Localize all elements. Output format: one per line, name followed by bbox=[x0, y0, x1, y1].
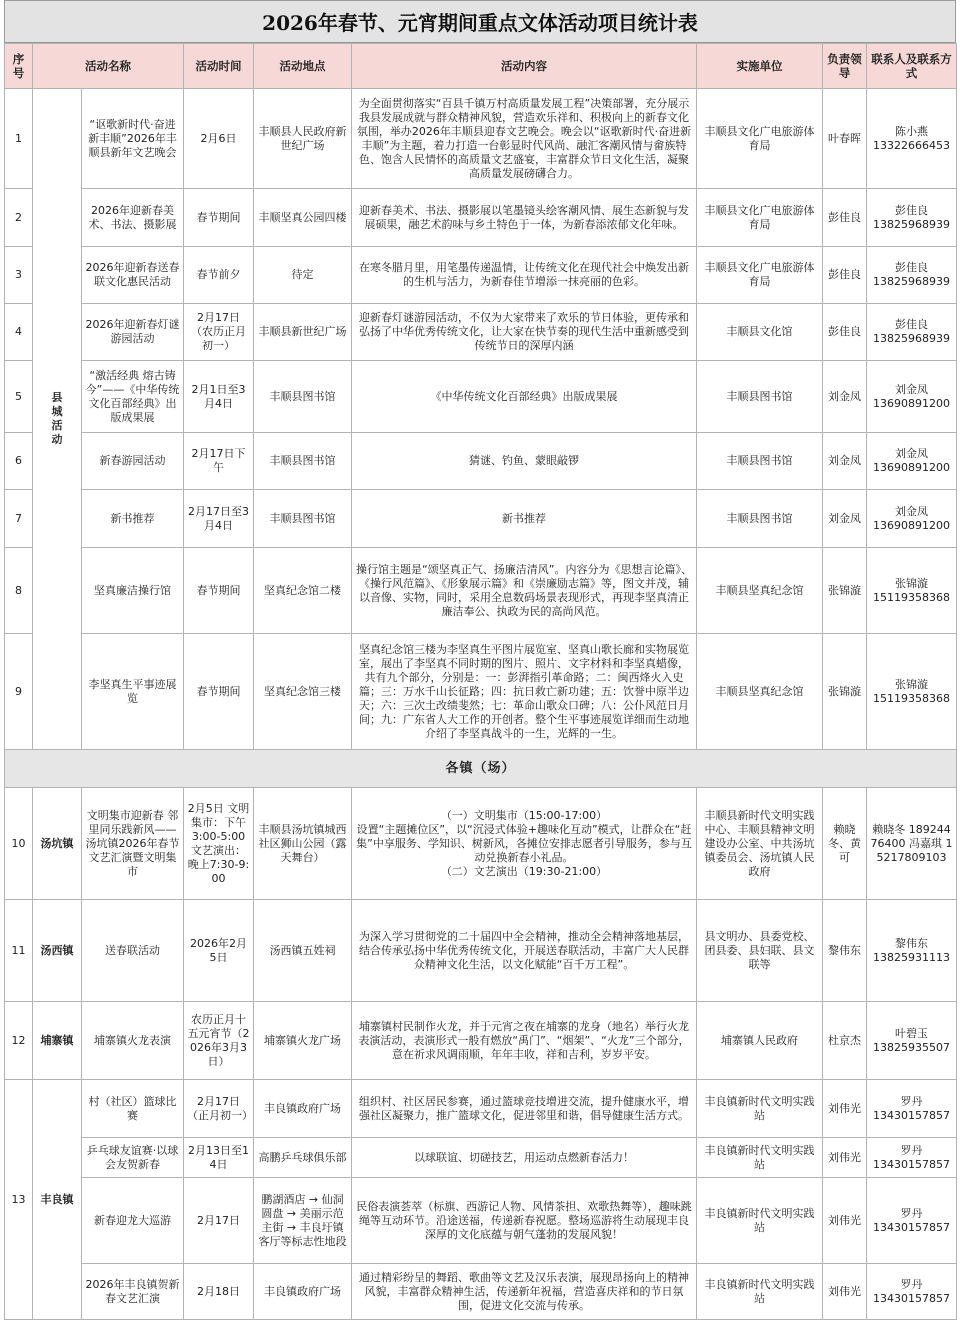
activity-place: 丰顺县图书馆 bbox=[254, 433, 352, 490]
activity-leader: 叶春晖 bbox=[823, 89, 867, 189]
table-row bbox=[5, 900, 957, 1002]
activity-leader: 刘金凤 bbox=[823, 361, 867, 433]
table-row bbox=[5, 1178, 957, 1264]
activity-content: 在寒冬腊月里，用笔墨传递温情，让传统文化在现代社会中焕发出新的生机与活力，为新春佳节增添一抹亮丽的色彩。 bbox=[352, 247, 697, 304]
contact-phone: 13430157857 bbox=[873, 1108, 950, 1122]
contact-name: 罗丹 bbox=[900, 1143, 923, 1157]
activity-leader: 彭佳良 bbox=[823, 189, 867, 247]
activity-contact bbox=[867, 89, 957, 189]
row-seq: 10 bbox=[5, 788, 33, 900]
activity-unit: 丰顺县文化广电旅游体育局 bbox=[697, 89, 823, 189]
activity-content: 《中华传统文化百部经典》出版成果展 bbox=[352, 361, 697, 433]
contact-name: 刘金凤 bbox=[895, 504, 928, 518]
activity-unit: 丰顺县图书馆 bbox=[697, 361, 823, 433]
header-seq: 序号 bbox=[5, 44, 33, 89]
row-seq: 3 bbox=[5, 247, 33, 304]
table-row bbox=[5, 247, 957, 304]
activity-content: 迎新春灯谜游园活动，不仅为大家带来了欢乐的节日体验，更传承和弘扬了中华优秀传统文化，让大家在快节奏的现代生活中重新感受到传统节日的深厚内涵 bbox=[352, 304, 697, 361]
activity-name: 2026年迎新春送春联文化惠民活动 bbox=[82, 247, 184, 304]
content-line: 为深入学习贯彻党的二十届四中全会精神，推动全会精神落地基层，结合传承弘扬中华优秀传统文化，开展送春联活动，丰富广大人民群众精神文化生活，以文化赋能“百千万工程”。 bbox=[359, 929, 689, 971]
activity-place: 丰顺县图书馆 bbox=[254, 361, 352, 433]
activity-content bbox=[352, 788, 697, 900]
contact-phone: 13825968939 bbox=[873, 332, 950, 345]
activity-content: 以球联谊、切磋技艺，用运动点燃新春活力！ bbox=[352, 1138, 697, 1178]
activity-name: 新春迎龙大巡游 bbox=[82, 1178, 184, 1264]
activity-time: 春节期间 bbox=[184, 634, 254, 750]
row-seq: 2 bbox=[5, 189, 33, 247]
activity-content bbox=[352, 900, 697, 1002]
activity-contact bbox=[867, 1178, 957, 1264]
contact-name: 叶碧玉 bbox=[895, 1026, 928, 1040]
activity-time: 2月17日 bbox=[184, 1178, 254, 1264]
activity-time: 2月13日至14日 bbox=[184, 1138, 254, 1178]
row-seq: 8 bbox=[5, 548, 33, 634]
row-town: 埔寨镇 bbox=[33, 1002, 82, 1080]
activity-unit: 丰良镇新时代文明实践站 bbox=[697, 1080, 823, 1138]
activity-place: 高鹏乒乓球俱乐部 bbox=[254, 1138, 352, 1178]
contact-name: 刘金凤 bbox=[895, 447, 928, 460]
section-divider bbox=[5, 750, 957, 788]
activity-place: 丰顺县图书馆 bbox=[254, 490, 352, 548]
header-name: 活动名称 bbox=[33, 44, 184, 89]
activity-time: 2月17日（农历正月初一） bbox=[184, 304, 254, 361]
activity-time: 农历正月十五元宵节（2026年3月3日） bbox=[184, 1002, 254, 1080]
contact-phone: 13430157857 bbox=[873, 1157, 950, 1171]
activity-contact bbox=[867, 1002, 957, 1080]
contact-name: 张锦漩 bbox=[895, 576, 928, 590]
activity-name: 2026年迎新春灯谜游园活动 bbox=[82, 304, 184, 361]
activity-contact bbox=[867, 247, 957, 304]
activity-contact bbox=[867, 433, 957, 490]
activity-contact bbox=[867, 788, 957, 900]
contact-phone: 13430157857 bbox=[873, 1291, 950, 1305]
contact-name: 刘金凤 bbox=[895, 382, 928, 396]
activity-leader: 刘伟光 bbox=[823, 1080, 867, 1138]
activity-contact bbox=[867, 548, 957, 634]
activity-place: 丰良镇政府广场 bbox=[254, 1080, 352, 1138]
row-seq: 4 bbox=[5, 304, 33, 361]
activity-time: 2月6日 bbox=[184, 89, 254, 189]
content-line: 设置“主题摊位区”，以“沉浸式体验+趣味化互动”模式，让群众在“赶集”中享服务、学知识、树新风，各摊位安排志愿者引导服务，参与互动兑换新春小礼品。 bbox=[356, 822, 692, 864]
table-row bbox=[5, 1080, 957, 1138]
contact-phone: 13825968939 bbox=[873, 275, 950, 288]
activity-contact bbox=[867, 1080, 957, 1138]
activity-contact bbox=[867, 490, 957, 548]
activity-place: 待定 bbox=[254, 247, 352, 304]
contact-name: 张锦漩 bbox=[895, 677, 928, 691]
table-row bbox=[5, 89, 957, 189]
contact-phone: 13825931113 bbox=[873, 950, 950, 964]
region-county: 县城活动 bbox=[33, 89, 82, 750]
activity-place: 鹏湖酒店 → 仙洞圆盘 → 美丽示范主街 → 丰良圩镇客厅等标志性地段 bbox=[254, 1178, 352, 1264]
activity-table bbox=[4, 43, 957, 1320]
activity-contact bbox=[867, 900, 957, 1002]
activity-leader: 刘伟光 bbox=[823, 1138, 867, 1178]
activity-leader: 杜京杰 bbox=[823, 1002, 867, 1080]
header-row bbox=[5, 44, 957, 89]
activity-name: 乒乓球友谊赛·以球会友贺新春 bbox=[82, 1138, 184, 1178]
activity-content: 民俗表演荟萃（标旗、西游记人物、风情茶担、欢歌热舞等），趣味跳绳等互动环节。沿途送福，传递新春祝愿。整场巡游将生动展现丰良深厚的文化底蕴与朝气蓬勃的发展风貌！ bbox=[352, 1178, 697, 1264]
activity-contact bbox=[867, 361, 957, 433]
activity-place: 埔寨镇火龙广场 bbox=[254, 1002, 352, 1080]
content-line: （二）文艺演出（19:30-21:00） bbox=[440, 864, 608, 878]
activity-time: 2月1日至3月4日 bbox=[184, 361, 254, 433]
table-row bbox=[5, 189, 957, 247]
activity-leader: 刘伟光 bbox=[823, 1178, 867, 1264]
activity-name: 新书推荐 bbox=[82, 490, 184, 548]
activity-time: 春节前夕 bbox=[184, 247, 254, 304]
header-unit: 实施单位 bbox=[697, 44, 823, 89]
contact-name: 彭佳良 bbox=[895, 318, 928, 331]
activity-unit: 丰顺县坚真纪念馆 bbox=[697, 634, 823, 750]
row-town: 丰良镇 bbox=[33, 1080, 82, 1320]
table-row bbox=[5, 788, 957, 900]
contact-phone: 15119358368 bbox=[873, 590, 950, 604]
activity-leader: 黎伟东 bbox=[823, 900, 867, 1002]
activity-time: 2月5日 文明集市：下午3:00-5:00 文艺演出：晚上7:30-9:00 bbox=[184, 788, 254, 900]
activity-leader: 赖晓冬、黄可 bbox=[823, 788, 867, 900]
activity-leader: 彭佳良 bbox=[823, 247, 867, 304]
row-seq: 12 bbox=[5, 1002, 33, 1080]
header-place: 活动地点 bbox=[254, 44, 352, 89]
contact-phone: 13690891200 bbox=[873, 461, 950, 474]
table-row bbox=[5, 548, 957, 634]
contact-phone: 13825968939 bbox=[873, 217, 950, 231]
content-line: （一）文明集市（15:00-17:00） bbox=[440, 808, 608, 822]
activity-leader: 刘金凤 bbox=[823, 433, 867, 490]
activity-unit: 丰顺县文化广电旅游体育局 bbox=[697, 247, 823, 304]
activity-time: 2026年2月5日 bbox=[184, 900, 254, 1002]
contact-phone: 13690891200 bbox=[873, 396, 950, 410]
table-row bbox=[5, 433, 957, 490]
activity-leader: 刘伟光 bbox=[823, 1264, 867, 1320]
row-seq: 9 bbox=[5, 634, 33, 750]
table-row bbox=[5, 634, 957, 750]
activity-unit: 丰顺县文化馆 bbox=[697, 304, 823, 361]
activity-time: 2月18日 bbox=[184, 1264, 254, 1320]
header-time: 活动时间 bbox=[184, 44, 254, 89]
activity-contact bbox=[867, 1138, 957, 1178]
header-leader: 负责领导 bbox=[823, 44, 867, 89]
contact-name: 罗丹 bbox=[900, 1206, 923, 1220]
activity-contact bbox=[867, 634, 957, 750]
contact-name: 赖晓冬 18924476400 冯嘉琪 15217809103 bbox=[870, 822, 953, 864]
activity-leader: 张锦漩 bbox=[823, 548, 867, 634]
contact-name: 彭佳良 bbox=[895, 203, 928, 217]
row-town: 汤西镇 bbox=[33, 900, 82, 1002]
activity-unit: 丰良镇新时代文明实践站 bbox=[697, 1264, 823, 1320]
activity-name: 坚真廉洁操行馆 bbox=[82, 548, 184, 634]
activity-name: “讴歌新时代·奋进新丰顺”2026年丰顺县新年文艺晚会 bbox=[82, 89, 184, 189]
contact-name: 彭佳良 bbox=[895, 261, 928, 274]
contact-name: 陈小燕 bbox=[895, 124, 928, 138]
activity-time: 2月17日下午 bbox=[184, 433, 254, 490]
activity-unit: 丰顺县图书馆 bbox=[697, 490, 823, 548]
activity-content: 操行馆主题是“颂坚真正气、扬廉洁清风”。内容分为《思想言论篇》、《操行风范篇》、《形象展示篇》和《崇廉励志篇》等，图文并茂，辅以音像、实物，同时，采用全息数码场景表现形式，再现李坚真清正廉洁奉公、执政为民的高尚风范。 bbox=[352, 548, 697, 634]
activity-name: 村（社区）篮球比赛 bbox=[82, 1080, 184, 1138]
contact-phone: 13430157857 bbox=[873, 1220, 950, 1234]
contact-name: 黎伟东 bbox=[895, 936, 928, 950]
contact-name: 罗丹 bbox=[900, 1277, 923, 1291]
activity-place: 坚真纪念馆二楼 bbox=[254, 548, 352, 634]
activity-name: 2026年丰良镇贺新春文艺汇演 bbox=[82, 1264, 184, 1320]
activity-name: 2026年迎新春美术、书法、摄影展 bbox=[82, 189, 184, 247]
row-seq: 13 bbox=[5, 1080, 33, 1320]
activity-leader: 彭佳良 bbox=[823, 304, 867, 361]
activity-content: 坚真纪念馆三楼为李坚真生平图片展览室、坚真山歌长廊和实物展览室，展出了李坚真不同时期的图片、照片、文字材料和李坚真蜡像，共有九个部分，分别是：一：彭湃指引革命路；二：闽西烽火入史篇；三：万水千山长征路；四：抗日救亡新功建；五：饮誉中原半边天；六：三次土改绩斐然；七：革命山歌众口碑；八：公仆风范日月间；九：广东省人大工作的开创者。整个生平事迹展览详细而生动地介绍了李坚真战斗的一生，光辉的一生。 bbox=[352, 634, 697, 750]
activity-unit: 丰良镇新时代文明实践站 bbox=[697, 1178, 823, 1264]
activity-time: 2月17日（正月初一） bbox=[184, 1080, 254, 1138]
activity-contact bbox=[867, 189, 957, 247]
activity-unit: 丰良镇新时代文明实践站 bbox=[697, 1138, 823, 1178]
contact-phone: 13825935507 bbox=[873, 1040, 950, 1054]
activity-content: 迎新春美术、书法、摄影展以笔墨镜头绘客潮风情、展生态新貌与发展硕果，融艺术韵味与乡土特色于一体，为新春添浓郁文化年味。 bbox=[352, 189, 697, 247]
activity-content: 新书推荐 bbox=[352, 490, 697, 548]
activity-name: 文明集市迎新春 邻里同乐践新风——汤坑镇2026年春节文艺汇演暨文明集市 bbox=[82, 788, 184, 900]
table-row bbox=[5, 304, 957, 361]
content-line: 埔寨镇村民制作火龙，并于元宵之夜在埔寨的龙身（地名）举行火龙表演活动，表演形式一般有燃放“禹门”、“烟架”、“火龙”三个部分，意在祈求风调雨顺，年年丰收，祥和吉利，岁岁平安。 bbox=[358, 1019, 690, 1061]
activity-leader: 张锦漩 bbox=[823, 634, 867, 750]
activity-unit: 丰顺县文化广电旅游体育局 bbox=[697, 189, 823, 247]
row-seq: 6 bbox=[5, 433, 33, 490]
activity-content bbox=[352, 1002, 697, 1080]
activity-place: 坚真纪念馆三楼 bbox=[254, 634, 352, 750]
activity-contact bbox=[867, 1264, 957, 1320]
activity-time: 春节期间 bbox=[184, 548, 254, 634]
row-seq: 11 bbox=[5, 900, 33, 1002]
header-contact: 联系人及联系方式 bbox=[867, 44, 957, 89]
activity-name: 埔寨镇火龙表演 bbox=[82, 1002, 184, 1080]
activity-name: “激活经典 熔古铸今”——《中华传统文化百部经典》出版成果展 bbox=[82, 361, 184, 433]
activity-leader: 刘金凤 bbox=[823, 490, 867, 548]
activity-name: 新春游园活动 bbox=[82, 433, 184, 490]
activity-place: 丰顺县新世纪广场 bbox=[254, 304, 352, 361]
page-title: 2026年春节、元宵期间重点文体活动项目统计表 bbox=[4, 0, 956, 43]
activity-unit: 丰顺县新时代文明实践中心、丰顺县精神文明建设办公室、中共汤坑镇委员会、汤坑镇人民政府 bbox=[697, 788, 823, 900]
activity-place: 丰顺坚真公园四楼 bbox=[254, 189, 352, 247]
activity-name: 李坚真生平事迹展览 bbox=[82, 634, 184, 750]
table-row bbox=[5, 1138, 957, 1178]
contact-phone: 13690891200 bbox=[873, 518, 950, 532]
activity-time: 春节期间 bbox=[184, 189, 254, 247]
activity-name: 送春联活动 bbox=[82, 900, 184, 1002]
activity-place: 汤西镇五姓祠 bbox=[254, 900, 352, 1002]
row-seq: 5 bbox=[5, 361, 33, 433]
activity-time: 2月17日至3月4日 bbox=[184, 490, 254, 548]
activity-unit: 埔寨镇人民政府 bbox=[697, 1002, 823, 1080]
section-towns-label: 各镇（场） bbox=[5, 750, 957, 788]
table-row bbox=[5, 1002, 957, 1080]
row-seq: 1 bbox=[5, 89, 33, 189]
activity-contact bbox=[867, 304, 957, 361]
row-town: 汤坑镇 bbox=[33, 788, 82, 900]
table-row bbox=[5, 490, 957, 548]
activity-unit: 县文明办、县委党校、团县委、县妇联、县文联等 bbox=[697, 900, 823, 1002]
activity-unit: 丰顺县坚真纪念馆 bbox=[697, 548, 823, 634]
activity-place: 丰良镇政府广场 bbox=[254, 1264, 352, 1320]
contact-name: 罗丹 bbox=[900, 1094, 923, 1108]
row-seq: 7 bbox=[5, 490, 33, 548]
activity-place: 丰顺县人民政府新世纪广场 bbox=[254, 89, 352, 189]
activity-place: 丰顺县汤坑镇城西社区狮山公园（露天舞台） bbox=[254, 788, 352, 900]
table-row bbox=[5, 1264, 957, 1320]
activity-content: 组织村、社区居民参赛，通过篮球竞技增进交流，提升健康水平，增强社区凝聚力，推广篮球文化，促进邻里和谐，倡导健康生活方式。 bbox=[352, 1080, 697, 1138]
activity-content: 通过精彩纷呈的舞蹈、歌曲等文艺及汉乐表演，展现昂扬向上的精神风貌，丰富群众精神生活，传递新年祝福，营造喜庆祥和的节日氛围，促进文化交流与传承。 bbox=[352, 1264, 697, 1320]
table-row bbox=[5, 361, 957, 433]
contact-phone: 13322666453 bbox=[873, 138, 950, 152]
contact-phone: 15119358368 bbox=[873, 691, 950, 705]
activity-content: 为全面贯彻落实“百县千镇万村高质量发展工程”决策部署，充分展示我县发展成就与群众精神风貌，营造欢乐祥和、积极向上的新春文化氛围，举办2026年丰顺县迎春文艺晚会。晚会以“讴歌新时代·奋进新丰顺”为主题，着力打造一台彰显时代风尚、融汇客潮风情与畲族特色、饱含人民情怀的高质量文艺盛宴，丰富群众节日文化生活，凝聚高质量发展磅礴合力。 bbox=[352, 89, 697, 189]
header-content: 活动内容 bbox=[352, 44, 697, 89]
activity-content: 猜谜、钓鱼、蒙眼敲锣 bbox=[352, 433, 697, 490]
activity-unit: 丰顺县图书馆 bbox=[697, 433, 823, 490]
